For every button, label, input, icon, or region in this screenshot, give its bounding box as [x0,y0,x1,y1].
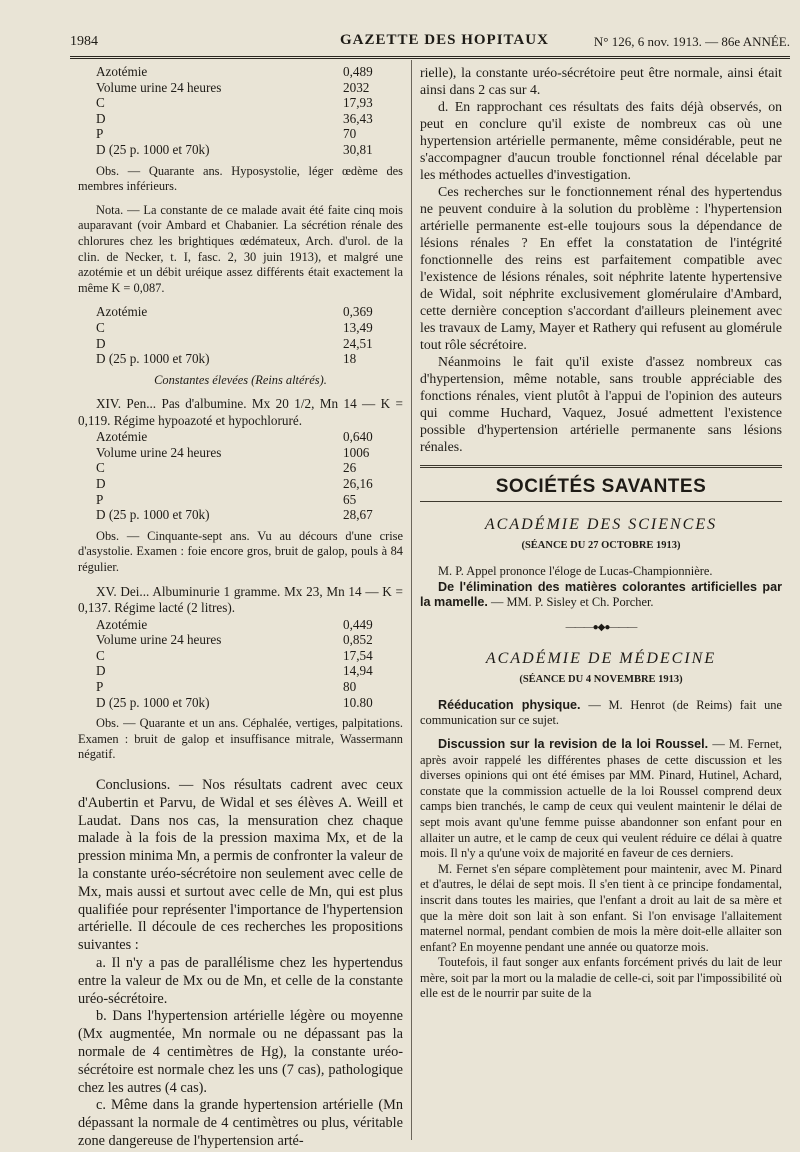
ornament-divider: ———●◆●——— [565,621,637,633]
row-value: 0,640 [343,429,373,445]
paragraph-neanmoins: Néanmoins le fait qu'il existe d'assez nombreux cas d'hypertension, même notable, sans trouble appréciable des fonctions rénales, vient plutôt à l'appui de l'opinion des auteurs qui comme Huchard, Vaquez, Josué admettent l'existence possible d'hypertension artérielle permanente sans lésions rénales. [420,354,782,454]
fernet-paragraph: M. Fernet s'en sépare complètement pour maintenir, avec M. Pinard et d'autres, le délai de sept mois. Il s'en tient à ce principe fondamental, inscrit dans toutes les mairies, que l'enfant a droit au lait de sa mère et que la mère doit son lait à son enfant. Si l'on envisage l'allaitement maternel normal, pendant combien de mois la mère doit-elle allaiter son enfant? En moyenne pendant une année ou quatorze mois. [420,861,782,954]
row-label: D (25 p. 1000 et 70k) [96,351,210,367]
row-label: Azotémie [96,304,148,320]
row-label: D (25 p. 1000 et 70k) [96,141,210,157]
row-value: 18 [343,351,357,367]
discussion-title: Discussion sur la revision de la loi Roussel. [438,736,709,751]
row-value: 14,94 [343,663,373,679]
societes-savantes-heading: SOCIÉTÉS SAVANTES [495,476,707,497]
results-table-4 [96,617,403,711]
header-rule [70,56,790,59]
proposition-a: a. Il n'y a pas de parallélisme chez les hypertendus entre la valeur de Mx ou de Mn, et celle de la constante uréo-sécrétoire. [78,954,403,1007]
issue-info: N° 126, 6 nov. 1913. — 86e ANNÉE. [593,34,790,49]
row-value: 65 [343,491,357,507]
row-label: Azotémie [96,616,148,632]
row-label: C [96,319,105,335]
table-row [96,617,403,633]
paragraph-continued: rielle), la constante uréo-sécrétoire peut être normale, ainsi était ainsi dans 2 cas sur 4. [420,65,782,97]
page-number: 1984 [70,34,98,49]
row-value: 1006 [343,444,370,460]
column-divider [411,60,412,1140]
table-row [96,64,403,80]
observation-1: Obs. — Quarante ans. Hyposystolie, léger œdème des membres inférieurs. [78,163,403,194]
toutefois-paragraph: Toutefois, il faut songer aux enfants forcément privés du lait de leur mère, soit par la mort ou la maladie de celle-ci, soit par l'impossibilité où elle est de le nourrir par suite de la [420,955,782,1001]
results-table-1 [96,64,403,158]
proposition-d: d. En rapprochant ces résultats des faits déjà observés, on peut en conclure qu'il existe de nombreux cas où une hypertension artérielle permanente, même considérable, peut ne s'accompagner d'aucun trouble fonctionnel rénal décelable par les méthodes actuelles d'investigation. [420,99,782,182]
row-label: D [96,110,106,126]
observation-3: Obs. — Quarante et un ans. Céphalée, vertiges, palpitations. Examen : bruit de galop et insuffisance mitrale, Wassermann négatif. [78,716,403,762]
conclusions: Conclusions. — Nos résultats cadrent avec ceux d'Aubertin et Parvu, de Widal et ses élèves A. Weill et Laudat. Dans nos cas, la mensuration chez chaque malade à la fois de la pression maxima Mx, et de la pression minima Mn, a permis de confronter la valeur de la constante uréo-sécrétoire non seulement avec celle de Mx, mais aussi et surtout avec celle de Mn, qui est plus qualifiée pour représenter l'importance de l'hypertension artérielle. Il découle de ces recherches les propositions suivantes : [78,776,403,954]
row-label: P [96,491,104,507]
left-column [78,64,403,1151]
elimination-title: De l'élimination des matières colorantes artificielles par la mamelle. [420,579,782,610]
row-value: 17,93 [343,95,373,111]
row-value: 36,43 [343,110,373,126]
row-value: 24,51 [343,335,373,351]
reeducation-item [420,698,782,729]
row-label: D (25 p. 1000 et 70k) [96,507,210,523]
table-row [96,695,403,711]
table-row [96,142,403,158]
table-row [96,476,403,492]
seance-2: (SÉANCE DU 4 NOVEMBRE 1913) [519,673,683,685]
row-label: Volume urine 24 heures [96,444,222,460]
row-label: D [96,335,106,351]
row-value: 80 [343,679,357,694]
heading-rule [420,501,782,502]
elimination-item [420,580,782,611]
seance-1: (SÉANCE DU 27 OCTOBRE 1913) [521,540,681,551]
paragraph-recherches: Ces recherches sur le fonctionnement rénal des hypertendus ne peuvent conduire à la solution du problème : l'hypertension artérielle permanente est-elle toujours sous la dépendance de lésions rénales ? En effet la constatation de l'intégrité fonctionnelle des reins est parfaitement compatible avec l'existence de lésions rénales, soit néphrite latente hypertensive de Widal, soit néphrite exclusivement glomérulaire d'Ambard, cette dernière conception s'accordant d'ailleurs pleinement avec les travaux de Lamy, Mayer et Rathery qui refusent au glomérule tout rôle sécrétoire. [420,184,782,352]
table-row [96,663,403,679]
row-label: Azotémie [96,429,148,445]
discussion-text: — M. Fernet, après avoir rappelé les différentes phases de cette discussion et les diverses opinions qui ont été émises par MM. Pinard, Hutinel, Achard, constate que la commission actuelle de la loi Roussel comprend deux camps bien tranchés, le camp de ceux qui veulent maintenir le délai de sept mois avant qu'une femme puisse abandonner son enfant pour en allaiter un autre, et le camp de ceux qui veulent réduire ce délai à quatre mois. Il n'y a qu'une voix de majorité en faveur de ces derniers. [420,736,782,861]
right-column [420,64,782,1002]
row-label: Volume urine 24 heures [96,632,222,648]
table-row [96,507,403,523]
table-row [96,336,403,352]
table-row [96,632,403,648]
case-15: XV. Dei... Albuminurie 1 gramme. Mx 23, Mn 14 — K = 0,137. Régime lacté (2 litres). [78,583,403,616]
case-14: XIV. Pen... Pas d'albumine. Mx 20 1/2, Mn 14 — K = 0,119. Régime hypoazoté et hypochloruré. [78,396,403,428]
row-value: 30,81 [343,141,373,157]
journal-title: GAZETTE DES HOPITAUX [340,32,549,48]
row-label: C [96,95,105,111]
nota: Nota. — La constante de ce malade avait été faite cinq mois auparavant (voir Ambard et Chabanier. La sécrétion rénale des chlorures chez les brightiques œdémateux, Arch. d'urol. de la clin. de Necker, t. I, fasc. 2, 30 juin 1913), et malgré une azotémie et un débit uréique assez différents était exactement la même K = 0,087. [78,202,403,295]
row-value: 0,449 [343,616,373,632]
academie-sciences-heading: ACADÉMIE DES SCIENCES [484,516,718,533]
elimination-authors: — MM. P. Sisley et Ch. Porcher. [491,595,654,610]
table-row [96,304,403,320]
row-value: 2032 [343,79,370,95]
row-value: 10.80 [343,694,373,710]
table-row [96,429,403,445]
table-row [96,95,403,111]
appel-note: M. P. Appel prononce l'éloge de Lucas-Championnière. [438,564,713,578]
row-label: C [96,460,105,476]
results-table-3 [96,429,403,523]
table-row [96,445,403,461]
observation-2: Obs. — Cinquante-sept ans. Vu au décours d'une crise d'asystolie. Examen : foie encore gros, bruit de galop, pouls à 84 régulier. [78,528,403,575]
table-row [96,320,403,336]
row-value: 13,49 [343,319,373,335]
table-row [96,111,403,127]
row-value: 17,54 [343,647,373,663]
row-value: 26 [343,460,357,476]
row-value: 70 [343,126,357,142]
table-row [96,126,403,142]
row-value: 0,489 [343,64,373,79]
row-label: D (25 p. 1000 et 70k) [96,694,210,710]
row-label: C [96,647,105,663]
reeducation-title: Rééducation physique. [438,697,581,712]
page-header [70,28,790,52]
results-table-2 [96,304,403,366]
row-label: P [96,126,104,142]
table-row [96,351,403,367]
row-value: 26,16 [343,476,373,492]
constantes-heading: Constantes élevées (Reins altérés). [154,372,327,387]
table-row [96,460,403,476]
row-label: Azotémie [96,64,148,79]
row-label: D [96,663,106,679]
proposition-b: b. Dans l'hypertension artérielle légère ou moyenne (Mx augmentée, Mn normale ou ne dépassant pas la normale de 4 centimètres de Hg), la constante uréo-sécrétoire est normale chez les uns (7 cas), pathologique chez les autres (4 cas). [78,1008,403,1096]
table-row [96,679,403,695]
reeducation-text: — M. Henrot (de Reims) fait une communication sur ce sujet. [420,697,782,728]
proposition-c: c. Même dans la grande hypertension artérielle (Mn dépassant la normale de 4 centimètres ou plus, véritable zone dangereuse de l'hypertension arté- [78,1097,403,1149]
discussion-item [420,737,782,862]
section-rule [420,465,782,468]
row-label: Volume urine 24 heures [96,79,222,95]
row-value: 0,369 [343,304,373,320]
table-row [96,648,403,664]
academie-medecine-heading: ACADÉMIE DE MÉDECINE [485,649,717,667]
row-value: 28,67 [343,507,373,523]
table-row [96,492,403,508]
table-row [96,80,403,96]
row-value: 0,852 [343,632,373,648]
row-label: D [96,476,106,492]
row-label: P [96,679,104,694]
